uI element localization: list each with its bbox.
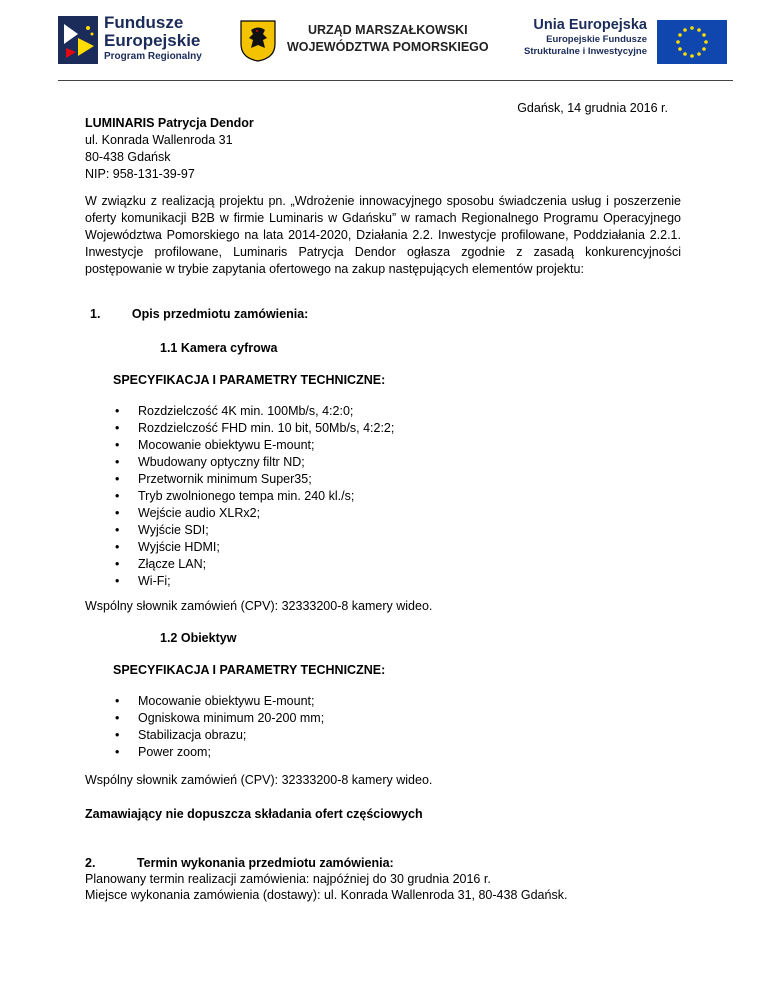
sender-name: LUMINARIS Patrycja Dendor <box>85 116 254 130</box>
list-item: • Rozdzielczość 4K min. 100Mb/s, 4:2:0; <box>115 404 354 418</box>
sender-city: 80-438 Gdańsk <box>85 150 171 164</box>
list-item: • Złącze LAN; <box>115 557 207 571</box>
list-item: • Wi-Fi; <box>115 574 171 588</box>
eu-flag-icon <box>657 20 727 64</box>
unia-europejska-wordmark <box>512 16 647 58</box>
sender-address <box>85 115 254 183</box>
fundusze-europejskie-wordmark <box>104 14 202 64</box>
header-divider <box>58 80 733 81</box>
section-2-number: 2. <box>85 856 96 870</box>
list-item: • Mocowanie obiektywu E-mount; <box>115 438 315 452</box>
list-item: • Mocowanie obiektywu E-mount; <box>115 694 315 708</box>
list-item: • Przetwornik minimum Super35; <box>115 472 312 486</box>
sender-nip: NIP: 958-131-39-97 <box>85 167 195 181</box>
pomorskie-crest-icon <box>240 20 276 62</box>
letterhead <box>0 0 768 80</box>
ue-line2: Europejskie Fundusze <box>546 34 647 45</box>
section-2-heading <box>85 855 394 872</box>
item-1-heading: 1.1 Kamera cyfrowa <box>160 341 278 355</box>
item-2-spec-list <box>113 693 324 761</box>
section-1-heading <box>90 306 308 323</box>
item-1-spec-title: SPECYFIKACJA I PARAMETRY TECHNICZNE: <box>113 373 386 387</box>
ue-line3: Strukturalne i Inwestycyjne <box>523 46 647 57</box>
list-item: • Wyjście HDMI; <box>115 540 220 554</box>
list-item: • Ogniskowa minimum 20-200 mm; <box>115 711 325 725</box>
section-1-number: 1. <box>90 307 101 321</box>
section-2-deadline: Planowany termin realizacji zamówienia: najpóźniej do 30 grudnia 2016 r. <box>85 872 491 886</box>
section-2-location: Miejsce wykonania zamówienia (dostawy): ul. Konrada Wallenroda 31, 80-438 Gdańsk. <box>85 888 568 902</box>
fe-line1: Fundusze <box>104 13 184 32</box>
sender-street: ul. Konrada Wallenroda 31 <box>85 133 233 147</box>
item-2-spec-title: SPECYFIKACJA I PARAMETRY TECHNICZNE: <box>113 663 386 677</box>
partial-offers-note: Zamawiający nie dopuszcza składania ofert częściowych <box>85 807 423 821</box>
item-1-cpv: Wspólny słownik zamówień (CPV): 32333200-8 kamery wideo. <box>85 599 433 613</box>
fe-line3: Program Regionalny <box>104 51 202 62</box>
list-item: • Wyjście SDI; <box>115 523 209 537</box>
item-1-spec-list <box>113 403 394 590</box>
list-item: • Tryb zwolnionego tempa min. 240 kl./s; <box>115 489 355 503</box>
list-item: • Wbudowany optyczny filtr ND; <box>115 455 305 469</box>
list-item: • Power zoom; <box>115 745 211 759</box>
intro-paragraph: W związku z realizacją projektu pn. „Wdrożenie innowacyjnego sposobu świadczenia usług i poszerzenie oferty komunikacji B2B w firmie Luminaris w Gdańsku” w ramach Regionalnego Programu Operacyjnego Województwa Pomorskiego na lata 2014-2020, Działania 2.2. Inwestycje profilowane, Poddziałania 2.2.1. Inwestycje profilowane, Luminaris Patrycja Dendor ogłasza zgodnie z zasadą konkurencyjności postępowanie w trybie zapytania ofertowego na zakup następujących elementów projektu: <box>85 194 681 276</box>
fe-line2: Europejskie <box>104 31 201 50</box>
list-item: • Wejście audio XLRx2; <box>115 506 261 520</box>
list-item: • Stabilizacja obrazu; <box>115 728 247 742</box>
item-2-cpv: Wspólny słownik zamówień (CPV): 32333200-8 kamery wideo. <box>85 773 433 787</box>
item-2-heading: 1.2 Obiektyw <box>160 631 237 645</box>
section-1-title: Opis przedmiotu zamówienia: <box>131 307 309 321</box>
ue-line1: Unia Europejska <box>533 17 647 33</box>
um-line2: WOJEWÓDZTWA POMORSKIEGO <box>287 40 489 54</box>
section-2-title: Termin wykonania przedmiotu zamówienia: <box>136 856 394 870</box>
fundusze-europejskie-logo-icon <box>58 16 98 64</box>
document-date: Gdańsk, 14 grudnia 2016 r. <box>517 101 668 115</box>
um-line1: URZĄD MARSZAŁKOWSKI <box>307 23 468 37</box>
list-item: • Rozdzielczość FHD min. 10 bit, 50Mb/s, 4:2:2; <box>115 421 395 435</box>
urzad-marszalkowski-wordmark <box>287 22 489 56</box>
